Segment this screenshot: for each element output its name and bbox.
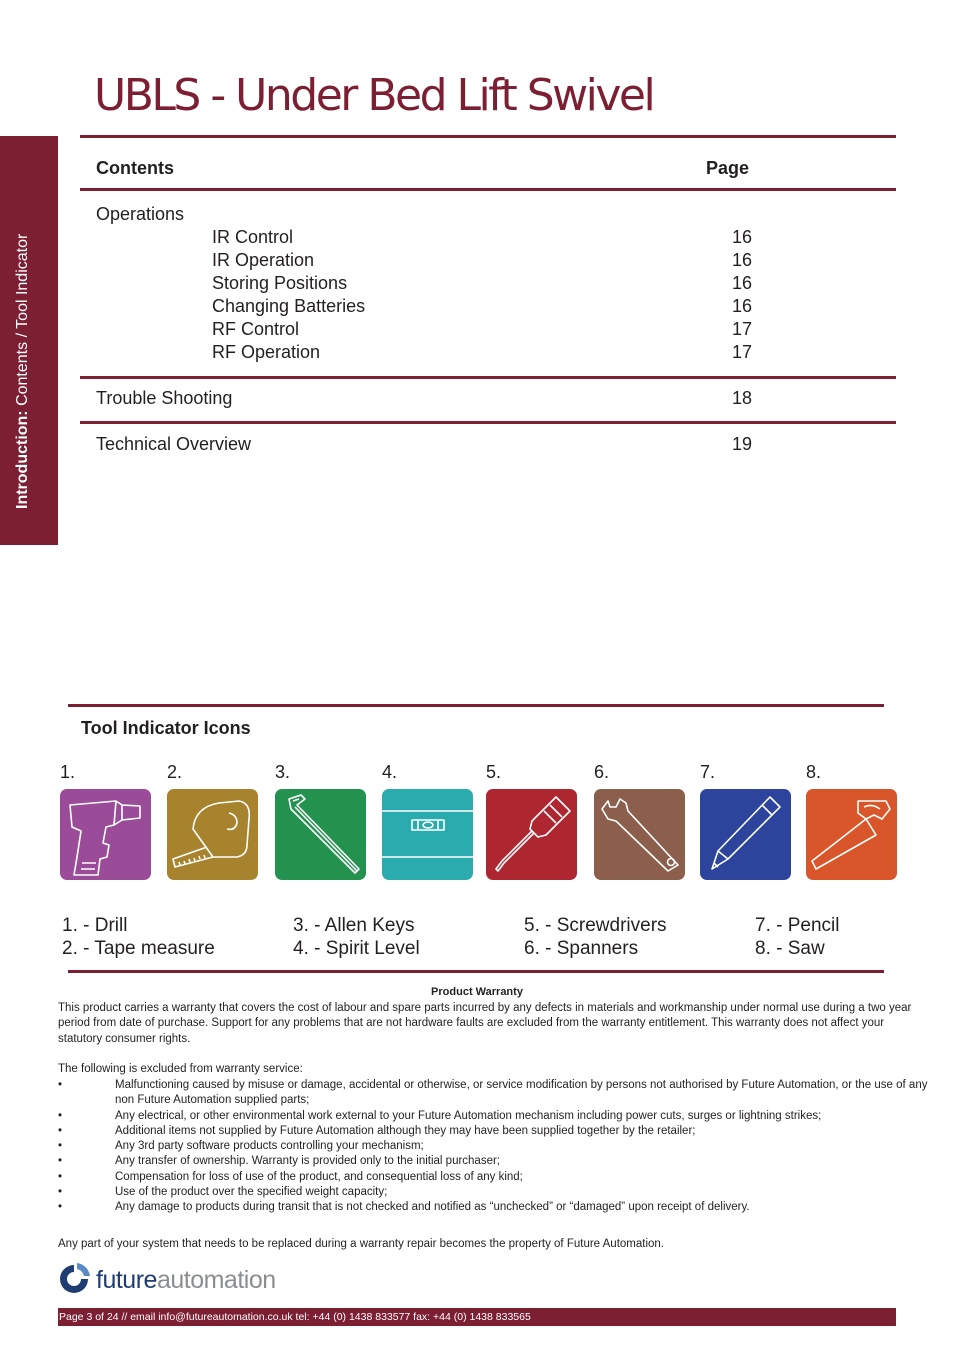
divider	[80, 421, 896, 424]
sidebar-label-rest: Contents / Tool Indicator	[14, 233, 31, 411]
legend-item: 8. - Saw	[755, 938, 825, 959]
list-item-text: Any damage to products during transit that is not checked and notified as “unchecked” or “damaged” upon receipt of delivery.	[115, 1201, 750, 1214]
bullet: •	[58, 1079, 63, 1091]
legend-item: 3. - Allen Keys	[293, 915, 415, 936]
toc-item-page: 17	[731, 342, 752, 362]
icon-number: 6.	[594, 762, 610, 782]
list-item-text: Compensation for loss of use of the product, and consequential loss of any kind;	[115, 1170, 523, 1183]
icon-number: 1.	[60, 762, 76, 782]
icon-number: 8.	[806, 762, 822, 782]
list-item	[58, 1078, 928, 1109]
list-item-text: Malfunctioning caused by misuse or damage, accidental or otherwise, or service modification by persons not authorised by Future Automation, or the use of any non Future Automation supplied parts;	[115, 1079, 928, 1107]
toc-item-label: IR Operation	[212, 250, 315, 270]
toc-technical-overview: Technical Overview	[96, 434, 252, 454]
bullet: •	[58, 1155, 63, 1168]
contents-header: Contents	[96, 158, 174, 178]
list-item	[58, 1185, 928, 1200]
divider	[80, 188, 896, 191]
list-item	[58, 1124, 928, 1139]
page-header: Page	[706, 158, 750, 178]
toc-item-page: 16	[731, 250, 752, 270]
logo-text-automation: automation	[156, 1266, 276, 1294]
icon-number: 2.	[167, 762, 183, 782]
toc-item-page: 17	[731, 319, 752, 339]
icon-number: 3.	[275, 762, 291, 782]
toc-trouble-shooting: Trouble Shooting	[96, 388, 233, 408]
legend-item: 6. - Spanners	[524, 938, 639, 959]
list-item	[58, 1139, 928, 1154]
drill-icon	[60, 789, 151, 880]
toc-item-label: RF Control	[212, 319, 300, 339]
divider	[68, 704, 884, 707]
spirit-level-icon	[382, 789, 473, 880]
company-logo-text	[96, 1266, 276, 1295]
bullet: •	[58, 1124, 63, 1137]
bullet: •	[58, 1201, 63, 1214]
legend-item: 7. - Pencil	[755, 915, 840, 936]
list-item-text: Additional items not supplied by Future Automation although they may have been supplied together by the retailer;	[115, 1124, 696, 1137]
toc-item-page: 16	[731, 296, 752, 316]
pencil-icon	[700, 789, 791, 880]
page-title: UBLS - Under Bed Lift Swivel	[94, 70, 654, 121]
logo-text-future: future	[96, 1266, 157, 1294]
allen-keys-icon	[275, 789, 366, 880]
bullet: •	[58, 1140, 63, 1153]
list-item	[58, 1154, 928, 1169]
list-item	[58, 1109, 928, 1124]
toc-operations: Operations	[96, 204, 185, 224]
sidebar-label	[14, 179, 32, 509]
legend-item: 2. - Tape measure	[62, 938, 215, 959]
divider	[68, 970, 884, 973]
spanner-icon	[594, 789, 685, 880]
warranty-intro: This product carries a warranty that covers the cost of labour and spare parts incurred by any defects in materials and workmanship under normal use during a two year period from date of purchase. Support for any problems that are not hardware faults are excluded from the warranty entitlement. This warranty does not affect your statutory consumer rights.	[58, 1002, 912, 1045]
divider	[80, 135, 896, 138]
legend-item: 1. - Drill	[62, 915, 128, 936]
list-item	[58, 1200, 928, 1215]
toc-item-page: 18	[731, 388, 752, 408]
tape-measure-icon	[167, 789, 258, 880]
icon-number: 4.	[382, 762, 398, 782]
list-item-text: Any electrical, or other environmental work external to your Future Automation mechanism including power cuts, surges or lightning strikes;	[115, 1109, 822, 1122]
warranty-closing: Any part of your system that needs to be replaced during a warranty repair becomes the property of Future Automation.	[58, 1238, 664, 1250]
future-automation-logo-icon	[57, 1262, 91, 1296]
toc-item-label: Changing Batteries	[212, 296, 366, 316]
bullet: •	[58, 1186, 63, 1199]
list-item	[58, 1170, 928, 1185]
warranty-excluded-intro: The following is excluded from warranty service:	[58, 1063, 303, 1075]
legend-item: 5. - Screwdrivers	[524, 915, 667, 936]
warranty-title: Product Warranty	[431, 986, 523, 998]
icon-number: 5.	[486, 762, 502, 782]
saw-icon	[806, 789, 897, 880]
list-item-text: Use of the product over the specified weight capacity;	[115, 1186, 388, 1199]
toc-item-page: 16	[731, 273, 752, 293]
bullet: •	[58, 1109, 63, 1122]
sidebar-label-bold: Introduction:	[14, 410, 31, 509]
legend-item: 4. - Spirit Level	[293, 938, 420, 959]
footer-text: Page 3 of 24 // email info@futureautomation.co.uk tel: +44 (0) 1438 833577 fax: +44 (0) 1438 833565	[59, 1311, 531, 1323]
screwdriver-icon	[486, 789, 577, 880]
tool-indicator-title: Tool Indicator Icons	[81, 718, 251, 738]
bullet: •	[58, 1170, 63, 1183]
toc-item-label: IR Control	[212, 227, 294, 247]
toc-item-page: 16	[731, 227, 752, 247]
toc-item-page: 19	[731, 434, 752, 454]
warranty-exclusions	[58, 1078, 928, 1216]
toc-item-label: Storing Positions	[212, 273, 348, 293]
list-item-text: Any transfer of ownership. Warranty is provided only to the initial purchaser;	[115, 1155, 501, 1168]
divider	[80, 376, 896, 379]
icon-number: 7.	[700, 762, 716, 782]
list-item-text: Any 3rd party software products controlling your mechanism;	[115, 1140, 424, 1153]
toc-item-label: RF Operation	[212, 342, 321, 362]
